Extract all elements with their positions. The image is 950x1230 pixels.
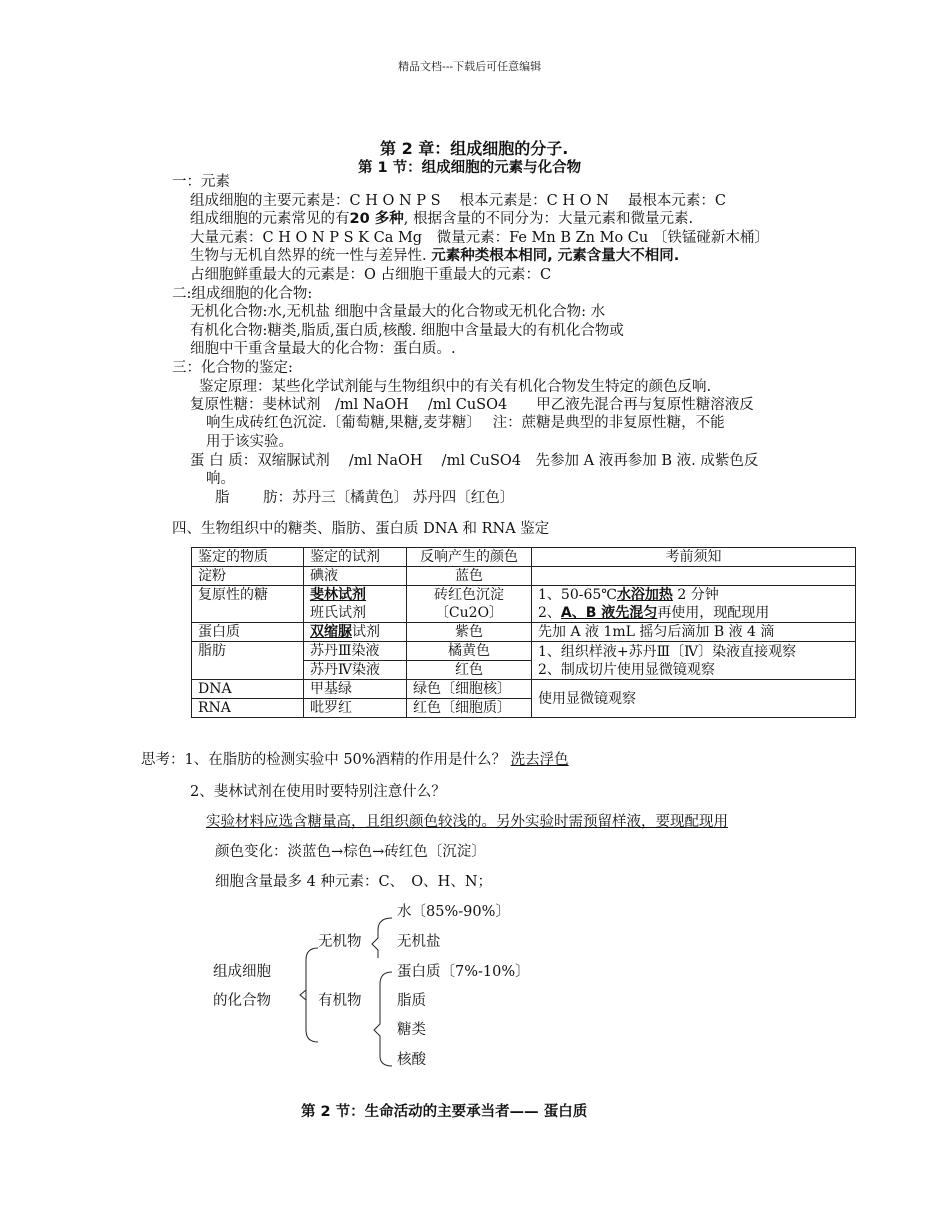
tree-organic: 有机物	[318, 993, 362, 1009]
color-change-line: 颜色变化：淡蓝色→棕色→砖红色〔沉淀〕	[215, 844, 486, 860]
table-header: 考前须知	[532, 548, 856, 567]
table-cell: 使用显微镜观察	[532, 680, 856, 718]
part1-line2-rest: , 根据含量的不同分为：大量元素和微量元素.	[403, 211, 694, 227]
note-text: 2、	[538, 605, 561, 621]
section2-title: 第 2 节：生命活动的主要承当者—— 蛋白质	[301, 1104, 588, 1120]
tree-protein: 蛋白质〔7%-10%〕	[397, 964, 530, 980]
page-header: 精品文档---下载后可任意编辑	[398, 60, 542, 73]
table-cell-line: 〔Cu2O〕	[434, 605, 504, 621]
part2-heading: 二:组成细胞的化合物:	[172, 286, 313, 302]
table-cell-line: 砖红色沉淀	[434, 587, 504, 603]
part1-line5: 占细胞鲜重最大的元素是：O 占细胞干重最大的元素：C	[190, 267, 552, 283]
note-emphasis: A、B 液先混匀	[560, 605, 658, 621]
table-cell: 绿色〔细胞核〕	[407, 680, 532, 699]
table-header: 鉴定的试剂	[304, 548, 407, 567]
reagent-emphasis: 双缩脲	[310, 624, 352, 640]
table-cell: DNA	[192, 680, 304, 699]
table-cell: 淀粉	[192, 567, 304, 586]
table-cell: 苏丹Ⅳ染液	[304, 661, 407, 680]
part4-heading: 四、生物组织中的糖类、脂肪、蛋白质 DNA 和 RNA 鉴定	[172, 521, 550, 537]
note-emphasis: 水浴加热	[616, 587, 673, 603]
tree-water: 水〔85%-90%〕	[397, 904, 510, 920]
table-cell: 蛋白质	[192, 623, 304, 642]
table-cell: 碘液	[304, 567, 407, 586]
elements-line: 细胞含量最多 4 种元素：C、 O、H、N；	[215, 874, 493, 890]
part3-sugar-line3: 用于该实验。	[206, 434, 293, 450]
table-cell: 甲基绿	[304, 680, 407, 699]
inorganic-brace	[372, 918, 392, 958]
root-brace	[306, 948, 318, 1042]
tree-root-line2: 的化合物	[213, 993, 271, 1009]
part1-line2-bold: 20 多种	[349, 211, 404, 227]
table-cell: RNA	[192, 699, 304, 718]
part1-line4-text: 生物与无机自然界的统一性与差异性.	[190, 248, 432, 264]
tree-salt: 无机盐	[397, 934, 441, 950]
part1-line2-text: 组成细胞的元素常见的有	[190, 211, 350, 227]
part3-protein-line2: 响。	[206, 471, 235, 487]
tree-lipid: 脂质	[397, 993, 426, 1009]
part1-line1: 组成细胞的主要元素是：C H O N P S 根本元素是：C H O N 最根本元素：C	[190, 193, 727, 209]
chapter-title: 第 2 章：组成细胞的分子.	[380, 139, 569, 158]
table-cell: 蓝色	[407, 567, 532, 586]
table-cell-line: 1、组织样液+苏丹Ⅲ〔Ⅳ〕染液直接观察	[538, 643, 797, 660]
root-brace-tip	[300, 990, 306, 1000]
note-text: 1、50-65℃	[538, 587, 617, 603]
section-title: 第 1 节：组成细胞的元素与化合物	[358, 160, 582, 176]
part1-line3: 大量元素：C H O N P S K Ca Mg 微量元素：Fe Mn B Zn Mo Cu 〔铁锰碰新木桶〕	[190, 230, 769, 246]
tree-nucleic: 核酸	[397, 1052, 426, 1068]
table-cell: 紫色	[407, 623, 532, 642]
table-cell: 橘黄色	[407, 642, 532, 661]
part3-protein-line1: 蛋 白 质：双缩脲试剂 /ml NaOH /ml CuSO4 先参加 A 液再参加 B 液. 成紫色反	[190, 453, 759, 469]
table-header: 反响产生的颜色	[407, 548, 532, 567]
part3-sugar-line2: 响生成砖红色沉淀.〔葡萄糖,果糖,麦芽糖〕 注：蔗糖是典型的非复原性糖，不能	[206, 415, 725, 431]
part3-sugar-line1: 复原性糖：斐林试剂 /ml NaOH /ml CuSO4 甲乙液先混合再与复原性糖溶液反	[190, 397, 754, 413]
tree-sugar: 糖类	[397, 1022, 426, 1038]
table-cell: 脂肪	[192, 642, 304, 680]
part3-principle: 鉴定原理：某些化学试剂能与生物组织中的有关有机化合物发生特定的颜色反响.	[199, 379, 712, 395]
tree-inorganic: 无机物	[318, 934, 362, 950]
think-answer2: 实验材料应选含糖量高，且组织颜色较浅的。另外实验时需预留样液，要现配现用	[206, 814, 728, 830]
reagent-text: 试剂	[352, 624, 380, 640]
think-question1-text: 思考：1、在脂肪的检测实验中 50%酒精的作用是什么？	[141, 752, 511, 768]
part3-fat: 脂 肪：苏丹三〔橘黄色〕 苏丹四〔红色〕	[215, 490, 515, 506]
table-cell: 红色〔细胞质〕	[407, 699, 532, 718]
table-cell: 复原性的糖	[192, 586, 304, 623]
table-cell-line: 班氏试剂	[310, 605, 366, 621]
table-cell: 先加 A 液 1mL 摇匀后滴加 B 液 4 滴	[532, 623, 856, 642]
tree-root-line1: 组成细胞	[213, 964, 271, 980]
think-answer1: 洗去浮色	[510, 752, 569, 768]
part1-line4-bold: 元素种类根本相同, 元素含量大不相同.	[431, 248, 680, 264]
table-header: 鉴定的物质	[192, 548, 304, 567]
part3-heading: 三：化合物的鉴定:	[172, 360, 293, 376]
table-cell-line: 斐林试剂	[310, 587, 366, 603]
part2-line2: 有机化合物:糖类,脂质,蛋白质,核酸. 细胞中含量最大的有机化合物或	[190, 323, 624, 339]
table-cell-line: 2、制成切片使用显微镜观察	[538, 661, 715, 678]
think-question2: 2、斐林试剂在使用时要特别注意什么？	[190, 784, 446, 800]
table-cell: 苏丹Ⅲ染液	[304, 642, 407, 661]
organic-brace	[374, 972, 392, 1066]
note-text: 再使用，现配现用	[657, 605, 770, 621]
part2-line1: 无机化合物:水,无机盐 细胞中含量最大的化合物或无机化合物: 水	[190, 304, 606, 320]
note-text: 2 分钟	[672, 587, 719, 603]
part1-heading: 一：元素	[172, 174, 230, 190]
part2-line3: 细胞中干重含量最大的化合物：蛋白质。.	[190, 341, 456, 357]
table-cell: 红色	[407, 661, 532, 680]
table-cell: 吡罗红	[304, 699, 407, 718]
